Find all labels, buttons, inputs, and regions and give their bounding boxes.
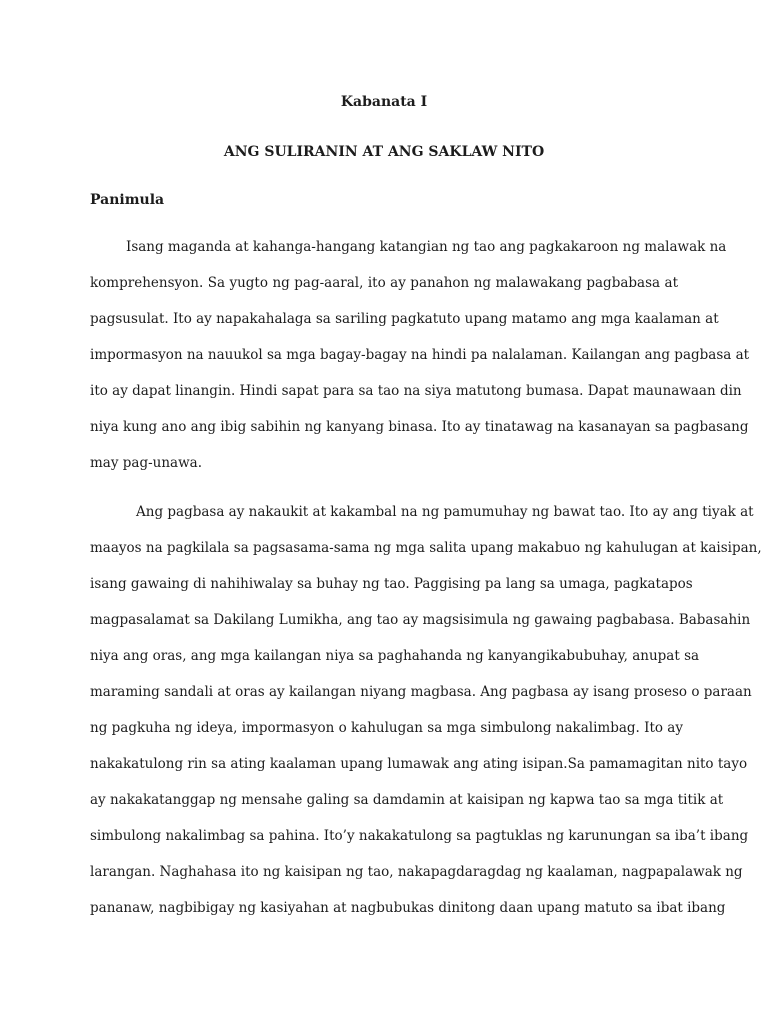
paragraph-line: maraming sandali at oras ay kailangan niyang magbasa. Ang pagbasa ay isang proseso o paraan — [90, 684, 752, 700]
section-heading: Panimula — [90, 192, 165, 208]
paragraph-line: ng pagkuha ng ideya, impormasyon o kahulugan sa mga simbulong nakalimbag. Ito ay — [90, 720, 683, 736]
paragraph-line: ito ay dapat linangin. Hindi sapat para sa tao na siya matutong bumasa. Dapat maunawaan din — [90, 383, 742, 399]
paragraph-line: maayos na pagkilala sa pagsasama-sama ng mga salita upang makabuo ng kahulugan at kaisipan, — [90, 540, 762, 556]
paragraph-line: ay nakakatanggap ng mensahe galing sa damdamin at kaisipan ng kapwa tao sa mga titik at — [90, 792, 724, 808]
paragraph-line: isang gawaing di nahihiwalay sa buhay ng tao. Paggising pa lang sa umaga, pagkatapos — [90, 576, 693, 592]
paragraph-line: pananaw, nagbibigay ng kasiyahan at nagbubukas dinitong daan upang matuto sa ibat ibang — [90, 900, 726, 916]
paragraph-1 — [90, 237, 750, 489]
paragraph-2 — [90, 502, 762, 934]
paragraph-line: impormasyon na nauukol sa mga bagay-bagay na hindi pa nalalaman. Kailangan ang pagbasa at — [90, 347, 750, 363]
paragraph-line: may pag-unawa. — [90, 455, 202, 471]
paragraph-line: larangan. Naghahasa ito ng kaisipan ng tao, nakapagdaragdag ng kaalaman, nagpapalawak ng — [90, 864, 743, 880]
chapter-label: Kabanata I — [340, 94, 428, 110]
chapter-title: ANG SULIRANIN AT ANG SAKLAW NITO — [223, 144, 545, 160]
paragraph-line: niya ang oras, ang mga kailangan niya sa paghahanda ng kanyangikabubuhay, anupat sa — [90, 648, 700, 664]
paragraph-line: pagsusulat. Ito ay napakahalaga sa sariling pagkatuto upang matamo ang mga kaalaman at — [90, 311, 719, 327]
paragraph-line: niya kung ano ang ibig sabihin ng kanyang binasa. Ito ay tinatawag na kasanayan sa pagbasang — [90, 419, 749, 435]
paragraph-line: komprehensyon. Sa yugto ng pag-aaral, ito ay panahon ng malawakang pagbabasa at — [90, 275, 678, 291]
paragraph-line: simbulong nakalimbag sa pahina. Ito’y nakakatulong sa pagtuklas ng karunungan sa iba’t ibang — [90, 828, 749, 844]
paragraph-line: magpasalamat sa Dakilang Lumikha, ang tao ay magsisimula ng gawaing pagbabasa. Babasahin — [90, 612, 751, 628]
paragraph-line: Ang pagbasa ay nakaukit at kakambal na ng pamumuhay ng bawat tao. Ito ay ang tiyak at — [136, 504, 754, 520]
paragraph-line: nakakatulong rin sa ating kaalaman upang lumawak ang ating isipan.Sa pamamagitan nito tayo — [90, 756, 748, 772]
paragraph-line: Isang maganda at kahanga-hangang katangian ng tao ang pagkakaroon ng malawak na — [126, 239, 727, 255]
